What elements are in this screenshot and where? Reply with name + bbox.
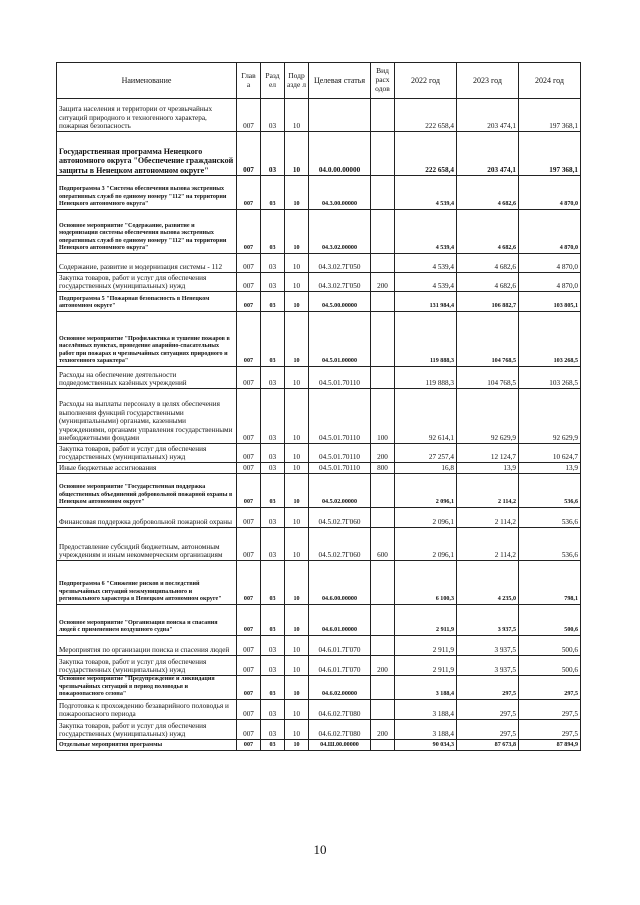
row-name: Подпрограмма 6 "Снижение рисков и последствий чрезвычайных ситуаций межмуниципального и регионального характера в Ненецком автономном округе" [57,561,237,605]
row-target: 04.6.02.00000 [309,676,371,700]
row-vid [371,176,395,210]
row-name: Расходы на выплаты персоналу в целях обеспечения выполнения функций государственными (муниципальными) органами, казенными учреждениями, органами управления государственными внебюджетными фондами [57,389,237,444]
row-2022: 2 911,9 [395,656,457,676]
row-name: Отдельные мероприятия программы [57,739,237,750]
table-row [57,676,581,700]
row-podrazdel: 10 [285,561,309,605]
row-2024: 13,9 [519,463,581,474]
row-2024: 4 870,0 [519,210,581,254]
header-2022: 2022 год [395,63,457,99]
header-vid: Вид расх одов [371,63,395,99]
row-vid [371,739,395,750]
row-glava: 007 [237,132,261,176]
row-target: 04.6.02.7Г080 [309,699,371,719]
row-2022: 90 034,3 [395,739,457,750]
row-podrazdel: 10 [285,292,309,312]
row-glava: 007 [237,474,261,508]
row-2022: 6 100,3 [395,561,457,605]
row-2022: 2 911,9 [395,636,457,656]
row-vid [371,699,395,719]
row-name: Закупка товаров, работ и услуг для обеспечения государственных (муниципальных) нужд [57,719,237,739]
table-row [57,699,581,719]
row-2024: 536,6 [519,474,581,508]
row-target: 04.5.02.00000 [309,474,371,508]
row-2022: 4 539,4 [395,210,457,254]
row-target: 04.6.01.00000 [309,605,371,636]
row-2024: 4 870,0 [519,254,581,273]
row-vid [371,367,395,389]
table-row [57,292,581,312]
table-row [57,176,581,210]
row-2022: 3 188,4 [395,676,457,700]
row-name: Предоставление субсидий бюджетным, автономным учреждениям и иным некоммерческим организациям [57,528,237,561]
row-2023: 297,5 [457,699,519,719]
row-2023: 87 673,8 [457,739,519,750]
row-target: 04.3.02.7Г050 [309,254,371,273]
row-2022: 222 658,4 [395,99,457,132]
row-2023: 4 682,6 [457,210,519,254]
row-vid [371,676,395,700]
header-name: Наименование [57,63,237,99]
row-name: Основное мероприятие "Предупреждение и ликвидация чрезвычайных ситуаций в период половодья и пожароопасного сезона" [57,676,237,700]
row-target: 04.5.02.7Г060 [309,508,371,528]
row-2024: 103 805,1 [519,292,581,312]
row-target: 04.6.02.7Г080 [309,719,371,739]
row-name: Основное мероприятие "Государственная поддержка общественных объединений добровольной пожарной охраны в Ненецком автономном округе" [57,474,237,508]
row-razdel: 03 [261,719,285,739]
row-2023: 4 682,6 [457,273,519,292]
row-name: Подпрограмма 5 "Пожарная безопасность в Ненецком автономном округе" [57,292,237,312]
row-glava: 007 [237,254,261,273]
row-vid [371,636,395,656]
row-2023: 3 937,5 [457,605,519,636]
row-podrazdel: 10 [285,474,309,508]
row-vid [371,508,395,528]
row-2023: 2 114,2 [457,474,519,508]
row-2023: 203 474,1 [457,99,519,132]
row-2022: 16,8 [395,463,457,474]
table-row [57,605,581,636]
budget-table-sheet [56,62,580,751]
table-row [57,508,581,528]
row-podrazdel: 10 [285,463,309,474]
row-razdel: 03 [261,463,285,474]
budget-table [56,62,581,751]
row-razdel: 03 [261,367,285,389]
row-glava: 007 [237,561,261,605]
row-2022: 92 614,1 [395,389,457,444]
row-glava: 007 [237,463,261,474]
row-razdel: 03 [261,656,285,676]
row-2023: 2 114,2 [457,528,519,561]
table-row [57,528,581,561]
row-2024: 87 894,9 [519,739,581,750]
table-row [57,636,581,656]
row-target [309,99,371,132]
row-podrazdel: 10 [285,508,309,528]
row-razdel: 03 [261,312,285,367]
row-2022: 3 188,4 [395,699,457,719]
row-2024: 197 368,1 [519,99,581,132]
row-2024: 500,6 [519,605,581,636]
table-row [57,444,581,463]
row-name: Содержание, развитие и модернизация системы - 112 [57,254,237,273]
row-vid [371,312,395,367]
row-2024: 297,5 [519,699,581,719]
row-podrazdel: 10 [285,444,309,463]
row-podrazdel: 10 [285,176,309,210]
row-glava: 007 [237,292,261,312]
row-glava: 007 [237,508,261,528]
row-name: Основное мероприятие "Содержание, развитие и модернизация системы обеспечения вызова экстренных оперативных служб по единому номеру "112" на территории Ненецкого автономного округа" [57,210,237,254]
row-razdel: 03 [261,676,285,700]
row-podrazdel: 10 [285,699,309,719]
header-podrazdel: Подр азде л [285,63,309,99]
row-podrazdel: 10 [285,605,309,636]
row-target: 04.3.00.00000 [309,176,371,210]
row-glava: 007 [237,99,261,132]
row-2022: 4 539,4 [395,176,457,210]
row-name: Закупка товаров, работ и услуг для обеспечения государственных (муниципальных) нужд [57,273,237,292]
row-razdel: 03 [261,132,285,176]
row-2023: 104 768,5 [457,367,519,389]
row-name: Иные бюджетные ассигнования [57,463,237,474]
row-vid: 200 [371,273,395,292]
row-glava: 007 [237,605,261,636]
row-2022: 2 096,1 [395,528,457,561]
header-2023: 2023 год [457,63,519,99]
page-number: 10 [313,842,327,857]
row-podrazdel: 10 [285,312,309,367]
row-2023: 13,9 [457,463,519,474]
row-2022: 222 658,4 [395,132,457,176]
row-2024: 103 268,5 [519,312,581,367]
row-2024: 197 368,1 [519,132,581,176]
row-target: 04.5.01.70110 [309,389,371,444]
row-name: Государственная программа Ненецкого автономного округа "Обеспечение гражданской защиты в Ненецком автономном округе" [57,132,237,176]
row-2024: 297,5 [519,719,581,739]
row-2023: 297,5 [457,719,519,739]
row-podrazdel: 10 [285,719,309,739]
table-row [57,656,581,676]
row-glava: 007 [237,656,261,676]
row-2022: 2 911,9 [395,605,457,636]
row-2024: 798,1 [519,561,581,605]
row-target: 04.3.02.7Г050 [309,273,371,292]
row-vid [371,474,395,508]
row-podrazdel: 10 [285,389,309,444]
row-name: Расходы на обеспечение деятельности подведомственных казённых учреждений [57,367,237,389]
row-podrazdel: 10 [285,132,309,176]
row-target: 04.Ш.00.00000 [309,739,371,750]
row-name: Финансовая поддержка добровольной пожарной охраны [57,508,237,528]
header-glava: Глав а [237,63,261,99]
row-glava: 007 [237,176,261,210]
row-target: 04.3.02.00000 [309,210,371,254]
row-target: 04.5.00.00000 [309,292,371,312]
row-glava: 007 [237,676,261,700]
row-vid: 200 [371,444,395,463]
row-glava: 007 [237,636,261,656]
row-vid: 600 [371,528,395,561]
row-2022: 3 188,4 [395,719,457,739]
row-target: 04.6.01.7Г070 [309,636,371,656]
row-2024: 92 629,9 [519,389,581,444]
row-2024: 297,5 [519,676,581,700]
table-row [57,273,581,292]
table-row [57,389,581,444]
row-razdel: 03 [261,444,285,463]
table-row [57,99,581,132]
row-2023: 3 937,5 [457,636,519,656]
row-podrazdel: 10 [285,367,309,389]
row-glava: 007 [237,312,261,367]
row-vid [371,210,395,254]
row-target: 04.5.02.7Г060 [309,528,371,561]
row-vid: 800 [371,463,395,474]
row-target: 04.5.01.00000 [309,312,371,367]
row-vid [371,292,395,312]
row-2024: 4 870,0 [519,273,581,292]
row-2022: 119 888,3 [395,367,457,389]
row-2023: 297,5 [457,676,519,700]
row-2023: 106 882,7 [457,292,519,312]
row-razdel: 03 [261,254,285,273]
row-podrazdel: 10 [285,636,309,656]
row-razdel: 03 [261,292,285,312]
row-2022: 119 888,3 [395,312,457,367]
row-target: 04.0.00.00000 [309,132,371,176]
row-2023: 12 124,7 [457,444,519,463]
row-vid [371,132,395,176]
row-2024: 536,6 [519,508,581,528]
row-razdel: 03 [261,210,285,254]
row-vid [371,605,395,636]
row-2023: 4 235,0 [457,561,519,605]
row-glava: 007 [237,739,261,750]
row-2023: 4 682,6 [457,254,519,273]
row-2022: 27 257,4 [395,444,457,463]
row-podrazdel: 10 [285,739,309,750]
row-razdel: 03 [261,605,285,636]
row-glava: 007 [237,719,261,739]
row-glava: 007 [237,444,261,463]
row-glava: 007 [237,367,261,389]
row-name: Основное мероприятие "Организация поиска и спасания людей с применением воздушного судна" [57,605,237,636]
row-2024: 10 624,7 [519,444,581,463]
table-row [57,463,581,474]
row-name: Мероприятия по организации поиска и спасения людей [57,636,237,656]
row-glava: 007 [237,210,261,254]
row-2022: 4 539,4 [395,273,457,292]
row-razdel: 03 [261,273,285,292]
row-2022: 2 096,1 [395,508,457,528]
row-2022: 2 096,1 [395,474,457,508]
row-target: 04.5.01.70110 [309,444,371,463]
row-glava: 007 [237,699,261,719]
row-2022: 131 984,4 [395,292,457,312]
row-vid: 200 [371,656,395,676]
row-glava: 007 [237,273,261,292]
row-target: 04.6.01.7Г070 [309,656,371,676]
row-razdel: 03 [261,699,285,719]
row-podrazdel: 10 [285,99,309,132]
row-target: 04.5.01.70110 [309,367,371,389]
table-row [57,254,581,273]
row-glava: 007 [237,389,261,444]
row-razdel: 03 [261,474,285,508]
row-2024: 103 268,5 [519,367,581,389]
table-row [57,474,581,508]
row-vid [371,99,395,132]
row-2024: 500,6 [519,656,581,676]
row-name: Подготовка к прохождению безаварийного половодья и пожароопасного периода [57,699,237,719]
row-2023: 2 114,2 [457,508,519,528]
row-2023: 104 768,5 [457,312,519,367]
table-row [57,719,581,739]
row-name: Защита населения и территории от чрезвычайных ситуаций природного и техногенного характера, пожарная безопасность [57,99,237,132]
table-row [57,132,581,176]
row-2024: 500,6 [519,636,581,656]
header-target: Целевая статья [309,63,371,99]
row-razdel: 03 [261,561,285,605]
row-vid: 100 [371,389,395,444]
row-podrazdel: 10 [285,528,309,561]
row-razdel: 03 [261,176,285,210]
row-2024: 536,6 [519,528,581,561]
row-2023: 4 682,6 [457,176,519,210]
header-razdel: Разд ел [261,63,285,99]
row-razdel: 03 [261,636,285,656]
row-target: 04.6.00.00000 [309,561,371,605]
row-razdel: 03 [261,508,285,528]
row-razdel: 03 [261,739,285,750]
row-podrazdel: 10 [285,254,309,273]
row-vid [371,254,395,273]
row-2024: 4 870,0 [519,176,581,210]
row-podrazdel: 10 [285,656,309,676]
row-podrazdel: 10 [285,210,309,254]
header-2024: 2024 год [519,63,581,99]
table-row [57,367,581,389]
row-razdel: 03 [261,389,285,444]
row-razdel: 03 [261,99,285,132]
row-2023: 203 474,1 [457,132,519,176]
row-2023: 92 629,9 [457,389,519,444]
table-row [57,210,581,254]
row-glava: 007 [237,528,261,561]
row-name: Подпрограмма 3 "Система обеспечения вызова экстренных оперативных служб по единому номеру "112" на территории Ненецкого автономного округа" [57,176,237,210]
row-name: Закупка товаров, работ и услуг для обеспечения государственных (муниципальных) нужд [57,444,237,463]
row-vid: 200 [371,719,395,739]
row-vid [371,561,395,605]
row-2023: 3 937,5 [457,656,519,676]
table-row [57,312,581,367]
row-target: 04.5.01.70110 [309,463,371,474]
row-razdel: 03 [261,528,285,561]
row-2022: 4 539,4 [395,254,457,273]
table-row [57,561,581,605]
table-row [57,739,581,750]
row-name: Закупка товаров, работ и услуг для обеспечения государственных (муниципальных) нужд [57,656,237,676]
table-header-row [57,63,581,99]
row-name: Основное мероприятие "Профилактика и тушение пожаров в населённых пунктах, проведение аварийно-спасательных работ при пожарах и чрезвычайных ситуациях природного и техногенного характера" [57,312,237,367]
row-podrazdel: 10 [285,273,309,292]
row-podrazdel: 10 [285,676,309,700]
